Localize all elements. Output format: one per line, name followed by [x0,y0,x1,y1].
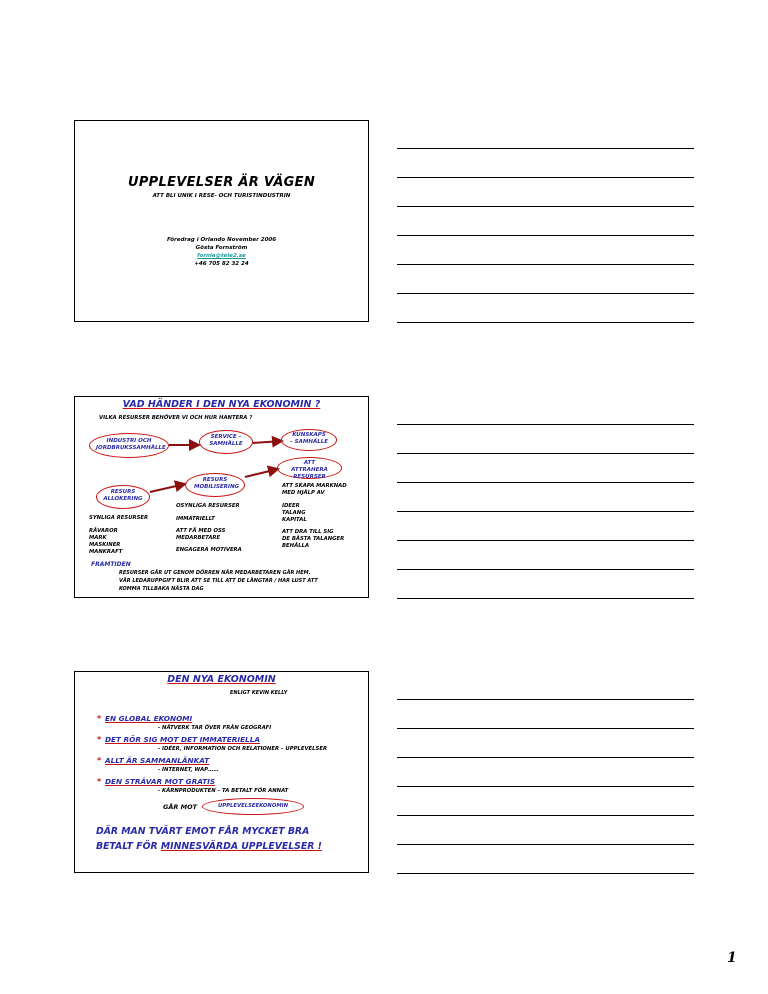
note-line [397,757,694,758]
final-line-2-pre: BETALT FÖR [96,841,161,852]
note-line [397,177,694,178]
col1-item: MASKINER [89,542,121,548]
note-line [397,453,694,454]
slide1-line1: Föredrag i Orlando November 2006 [166,237,277,243]
oval-mobilisering: RESURS MOBILISERING [185,473,245,497]
bullet-mark: * [97,756,102,765]
col3-item: KAPITAL [282,517,307,523]
col3-item: IDEER [282,503,300,509]
bullet-head: ALLT ÄR SAMMANLÄNKAT [105,756,210,765]
note-line [397,786,694,787]
bullet-mark: * [97,777,102,786]
note-line [397,540,694,541]
note-line [397,322,694,323]
note-line [397,699,694,700]
note-line [397,815,694,816]
col3-item: ATT DRA TILL SIG [282,529,334,535]
col2-item: ATT FÅ MED OSS [176,528,226,534]
future-line: VÅR LEDARUPPGIFT BLIR ATT SE TILL ATT DE LÄNGTAR / HAR LUST ATT [119,578,318,584]
goes-to-label: GÅR MOT [163,803,198,811]
slide1-subtitle: ATT BLI UNIK I RESE- OCH TURISTINDUSTRIN [152,193,291,199]
slide-2 [74,396,369,598]
col3-item: ATT SKAPA MARKNAD [282,483,347,489]
col3-item: TALANG [282,510,306,516]
oval-industri: INDUSTRI OCH JORDBRUKSSAMHÄLLE [89,433,169,458]
slide1-phone: +46 705 82 32 24 [194,261,249,267]
oval-upplevelseekonomin: UPPLEVELSEEKONOMIN [202,798,304,815]
arrow-mobilisering-attrahera [245,469,278,477]
final-line-2 [96,841,322,852]
col3-item: MED HJÄLP AV [282,490,325,496]
oval-kunskaps: KUNSKAPS – SAMHÄLLE [281,429,337,451]
col1-item: RÅVAROR [89,528,118,534]
slide3-title: DEN NYA EKONOMIN [167,674,276,685]
oval-attrahera: ATT ATTRAHERA RESURSER [277,457,342,479]
col2-item: IMMATRIELLT [176,516,215,522]
bullet-mark: * [97,735,102,744]
oval-allokering: RESURS ALLOKERING [96,485,150,509]
note-line [397,482,694,483]
arrow-allokering-mobilisering [150,484,185,492]
col3-item: BEHÅLLA [282,543,310,549]
note-line [397,148,694,149]
bullet-head: DET RÖR SIG MOT DET IMMATERIELLA [105,735,260,744]
bullet-sub: - KÄRNPRODUKTEN – TA BETALT FÖR ANNAT [158,788,289,794]
slide1-email-link[interactable]: fornie@tele2.se [197,253,246,259]
col2-item: ENGAGERA MOTIVERA [176,547,242,553]
future-label: FRAMTIDEN [91,561,131,568]
oval-service: SERVICE – SAMHÄLLE [199,430,253,454]
bullet-sub: - IDÉER, INFORMATION OCH RELATIONER – UPPLEVELSER [158,746,328,752]
arrow-service-kunskaps [253,441,282,443]
note-line [397,511,694,512]
bullet-head: DEN STRÄVAR MOT GRATIS [105,777,216,786]
future-line: KOMMA TILLBAKA NÄSTA DAG [119,586,204,592]
col2-item: OSYNLIGA RESURSER [176,503,240,509]
note-line [397,873,694,874]
col1-item: MARK [89,535,107,541]
final-line-1: DÄR MAN TVÄRT EMOT FÅR MYCKET BRA [96,826,310,837]
col1-item: MANKRAFT [89,549,123,555]
slide1-line2: Gösta Fornström [195,245,248,251]
slide2-question: VILKA RESURSER BEHÖVER VI OCH HUR HANTERA ? [99,415,253,421]
note-line [397,728,694,729]
note-line [397,844,694,845]
bullet-head: EN GLOBAL EKONOMI [105,714,193,723]
slide-3 [74,671,369,873]
note-line [397,235,694,236]
future-line: RESURSER GÅR UT GENOM DÖRREN NÄR MEDARBETAREN GÅR HEM. [119,570,311,576]
col3-item: DE BÄSTA TALANGER [282,536,345,542]
slide-1 [74,120,369,322]
note-line [397,293,694,294]
slide3-subtitle: ENLIGT KEVIN KELLY [230,690,288,696]
final-line-2-underlined: MINNESVÄRDA UPPLEVELSER ! [160,841,322,852]
page-number: 1 [727,950,737,966]
col2-item: MEDARBETARE [176,535,221,541]
bullet-sub: - INTERNET, WAP…… [158,767,219,773]
note-line [397,569,694,570]
note-line [397,264,694,265]
bullet-sub: - NÄTVERK TAR ÖVER FRÅN GEOGRAFI [158,725,272,731]
note-line [397,598,694,599]
slide2-title: VAD HÄNDER I DEN NYA EKONOMIN ? [122,399,321,410]
slide1-title: UPPLEVELSER ÄR VÄGEN [127,175,316,190]
note-line [397,424,694,425]
col1-item: SYNLIGA RESURSER [89,515,149,521]
bullet-mark: * [97,714,102,723]
note-line [397,206,694,207]
